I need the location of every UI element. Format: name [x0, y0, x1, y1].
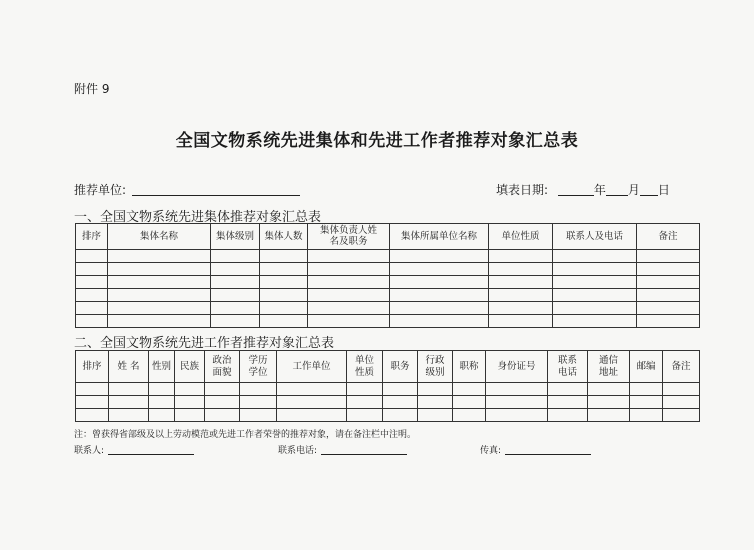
header-cell: 集体负责人姓名及职务 [308, 224, 390, 250]
header-cell: 工作单位 [277, 351, 347, 383]
contact-phone-label: 联系电话: [278, 446, 318, 456]
fill-date-label: 填表日期: [496, 183, 549, 197]
header-cell: 联系人及电话 [553, 224, 637, 250]
recommender-unit-field[interactable] [132, 183, 300, 196]
table-row[interactable] [76, 396, 700, 409]
table-row[interactable] [76, 250, 700, 263]
header-cell: 姓 名 [109, 351, 149, 383]
footnote: 注：曾获得省部级及以上劳动模范或先进工作者荣誉的推荐对象，请在备注栏中注明。 [74, 430, 417, 440]
section2-title: 二、全国文物系统先进工作者推荐对象汇总表 [74, 336, 335, 351]
contact-person-field[interactable] [108, 445, 194, 455]
header-cell: 备注 [637, 224, 700, 250]
fax-label: 传真: [480, 446, 502, 456]
header-cell: 通信地址 [588, 351, 630, 383]
header-cell: 单位性质 [489, 224, 553, 250]
month-label: 月 [627, 183, 640, 197]
header-cell: 排序 [76, 351, 109, 383]
fax-row [480, 443, 591, 456]
day-label: 日 [657, 183, 670, 197]
year-field[interactable] [558, 183, 594, 196]
table-row[interactable] [76, 289, 700, 302]
recommender-unit-row [74, 181, 300, 198]
fax-field[interactable] [505, 445, 591, 455]
header-cell: 集体级别 [211, 224, 260, 250]
header-cell: 集体人数 [260, 224, 308, 250]
table-row[interactable] [76, 276, 700, 289]
contact-person-label: 联系人: [74, 446, 105, 456]
table-row[interactable] [76, 315, 700, 328]
attachment-label: 附件 9 [74, 82, 110, 96]
header-cell: 联系电话 [548, 351, 588, 383]
contact-phone-row [278, 443, 407, 456]
contact-person-row [74, 443, 194, 456]
page-title: 全国文物系统先进集体和先进工作者推荐对象汇总表 [175, 131, 579, 151]
header-cell: 身份证号 [486, 351, 548, 383]
header-cell: 集体所属单位名称 [390, 224, 489, 250]
header-cell: 单位性质 [347, 351, 383, 383]
table-row[interactable] [76, 383, 700, 396]
worker-summary-table [75, 350, 700, 422]
header-cell: 职务 [383, 351, 418, 383]
header-cell: 行政级别 [418, 351, 453, 383]
header-cell: 性别 [149, 351, 175, 383]
header-cell: 邮编 [630, 351, 663, 383]
day-field[interactable] [640, 183, 658, 196]
table-row[interactable] [76, 263, 700, 276]
collective-summary-table [75, 223, 700, 328]
header-cell: 备注 [663, 351, 700, 383]
header-cell: 职称 [453, 351, 486, 383]
header-cell: 政治面貌 [205, 351, 240, 383]
header-cell: 排序 [76, 224, 108, 250]
header-cell: 学历学位 [240, 351, 277, 383]
month-field[interactable] [606, 183, 628, 196]
recommender-unit-label: 推荐单位: [74, 183, 127, 197]
table-header-row [76, 351, 700, 383]
table-row[interactable] [76, 409, 700, 422]
table-header-row [76, 224, 700, 250]
header-cell: 民族 [175, 351, 205, 383]
header-cell: 集体名称 [108, 224, 211, 250]
fill-date-row [496, 181, 670, 198]
year-label: 年 [593, 183, 606, 197]
table-row[interactable] [76, 302, 700, 315]
contact-phone-field[interactable] [321, 445, 407, 455]
section1-title: 一、全国文物系统先进集体推荐对象汇总表 [74, 210, 322, 225]
